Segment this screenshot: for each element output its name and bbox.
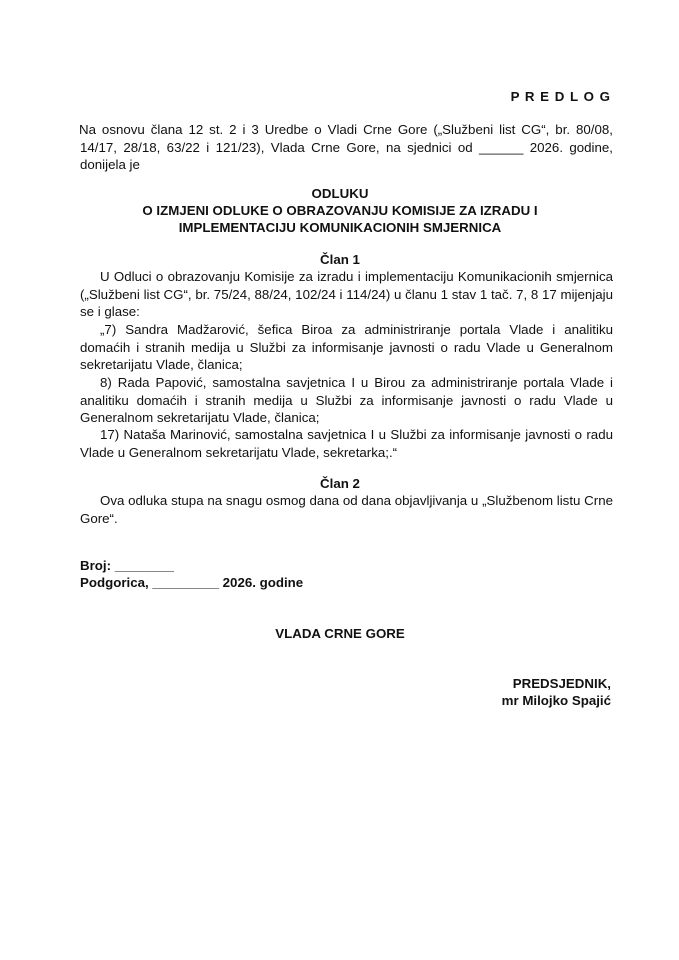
decision-subtitle-line-2: IMPLEMENTACIJU KOMUNIKACIONIH SMJERNICA — [178, 220, 502, 235]
signatory-title: PREDSJEDNIK, — [512, 676, 611, 691]
place-and-date: Podgorica, _________ 2026. godine — [80, 575, 304, 590]
article-1-item-17: 17) Nataša Marinović, samostalna savjetnica I u Službi za informisanje javnosti o radu Vlade u Generalnom sekretarijatu Vlade, sekretarka;.“ — [80, 427, 613, 460]
preamble: Na osnovu člana 12 st. 2 i 3 Uredbe o Vladi Crne Gore („Službeni list CG“, br. 80/08, 14/17, 28/18, 63/22 i 121/23), Vlada Crne Gore, na sjednici od ______ 2026. godine, donijela je — [79, 122, 613, 172]
decision-title: ODLUKU — [311, 186, 369, 201]
signatory-name: mr Milojko Spajić — [501, 693, 611, 708]
document-status-label: P R E D L O G — [510, 89, 611, 104]
article-2-heading: Član 2 — [320, 476, 360, 491]
article-1-item-7: „7) Sandra Madžarović, šefica Biroa za administriranje portala Vlade i analitiku domaćih i stranih medija u Službi za informisanje javnosti o radu Vlade u Generalnom sekretarijatu Vlade, članica; — [80, 322, 613, 372]
article-1-intro: U Odluci o obrazovanju Komisije za izradu i implementaciju Komunikacionih smjernica („Službeni list CG“, br. 75/24, 88/24, 102/24 i 114/24) u članu 1 stav 1 tač. 7, 8 17 mijenjaju se i glase: — [80, 269, 613, 319]
article-2-text: Ova odluka stupa na snagu osmog dana od dana objavljivanja u „Službenom listu Crne Gore“. — [80, 493, 613, 526]
article-1-item-8: 8) Rada Papović, samostalna savjetnica I u Birou za administriranje portala Vlade i analitiku domaćih i stranih medija u Službi za informisanje javnosti o radu Vlade u Generalnom sekretarijatu Vlade, članica; — [80, 375, 613, 425]
document-number: Broj: ________ — [80, 558, 174, 573]
article-1-heading: Član 1 — [320, 252, 360, 267]
government-name: VLADA CRNE GORE — [275, 626, 405, 641]
decision-subtitle-line-1: O IZMJENI ODLUKE O OBRAZOVANJU KOMISIJE ZA IZRADU I — [142, 203, 538, 218]
